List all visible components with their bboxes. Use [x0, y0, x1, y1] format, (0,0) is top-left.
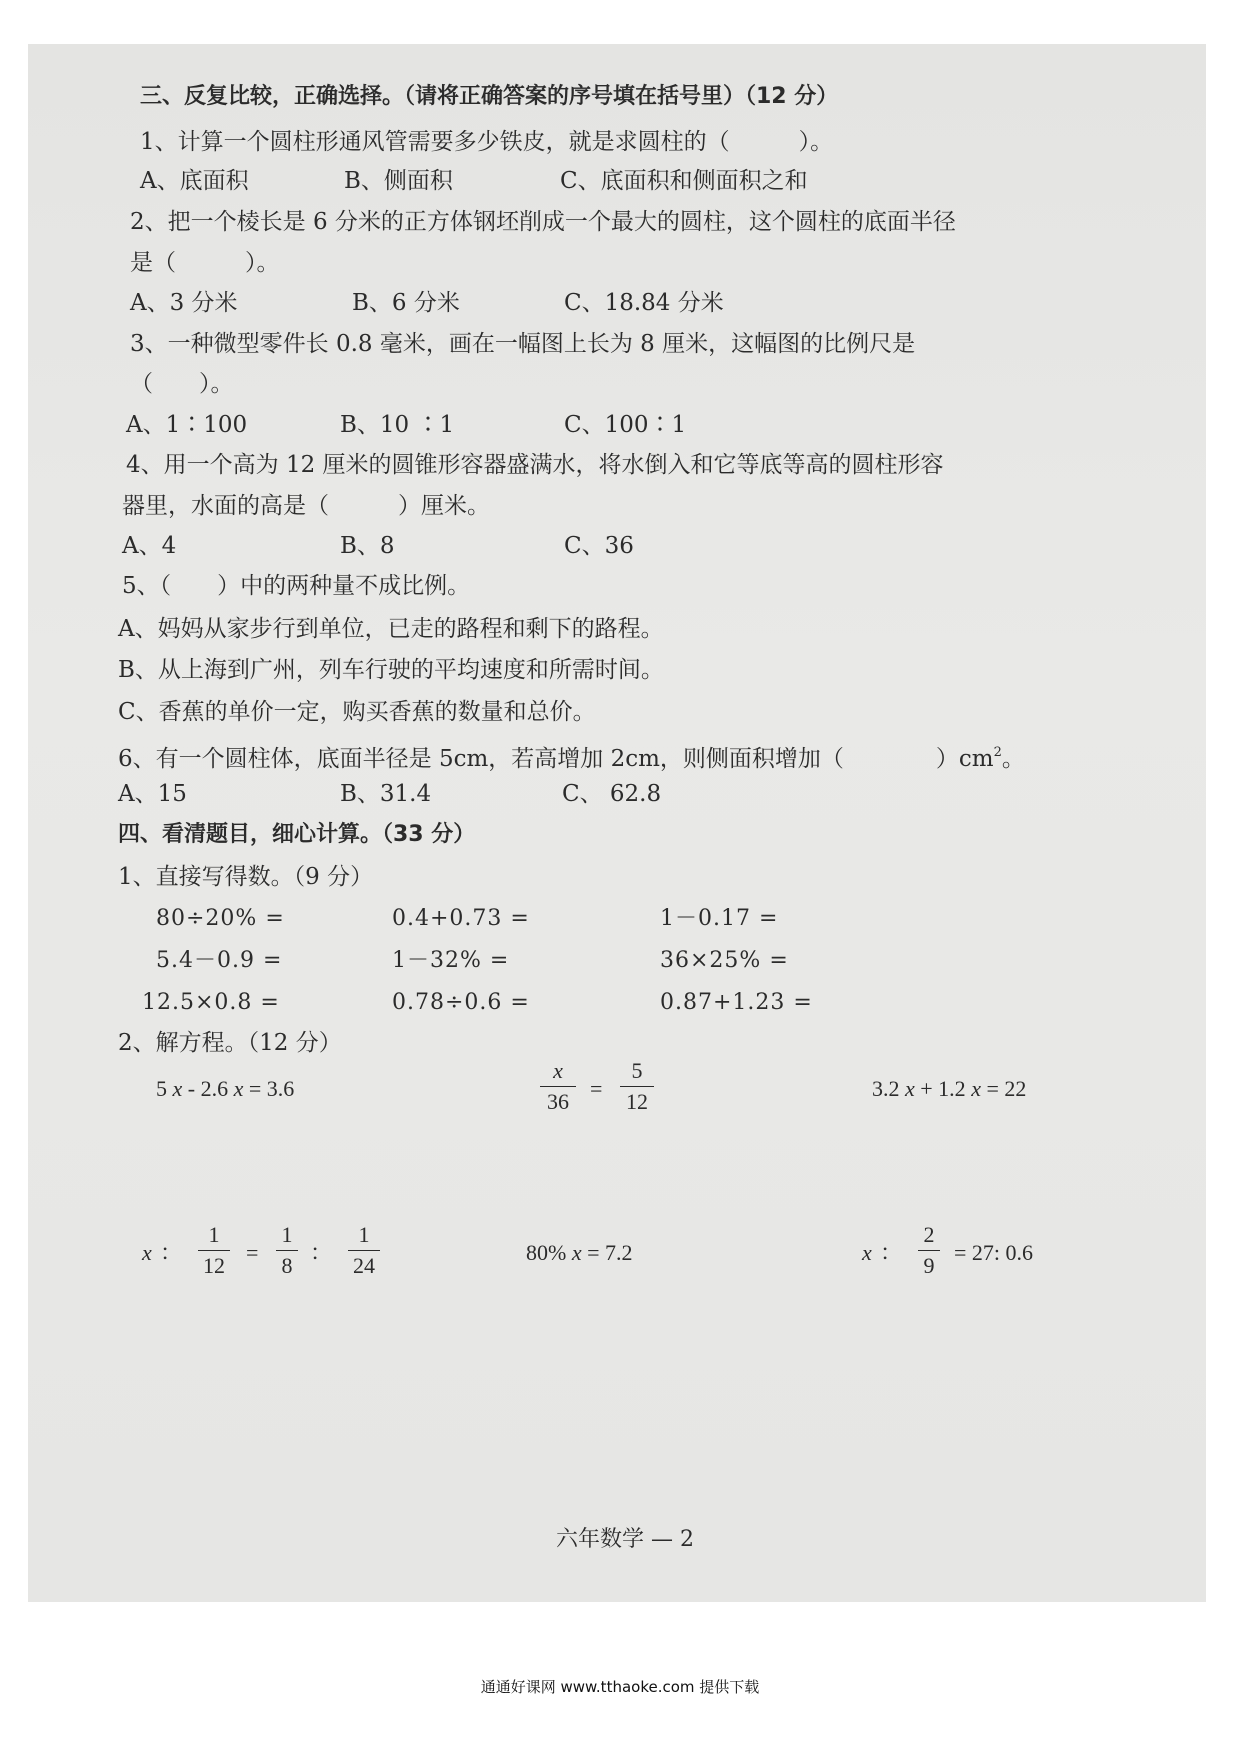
- q1-option-c: C、底面积和侧面积之和: [560, 168, 808, 194]
- q5-option-c: C、香蕉的单价一定，购买香蕉的数量和总价。: [118, 699, 596, 725]
- q4-option-c: C、36: [564, 533, 634, 559]
- eq4-colon-2: ：: [310, 1240, 333, 1265]
- q4-option-b: B、8: [340, 533, 395, 559]
- q2-option-a: A、3 分米: [130, 290, 238, 316]
- eq6-denominator: 9: [923, 1253, 935, 1278]
- equation-5: [526, 1238, 633, 1268]
- q3-text-line2: （ ）。: [130, 371, 234, 397]
- eq1-coef-a: 5: [156, 1076, 167, 1101]
- calc-item: 1－32% =: [392, 948, 510, 973]
- calc-item: 0.78÷0.6 =: [392, 990, 530, 1015]
- calc-item: 5.4－0.9 =: [156, 948, 283, 973]
- calc-item: 1－0.17 =: [660, 906, 779, 931]
- eq4-f1-denominator: 12: [203, 1253, 225, 1278]
- eq6-fraction: [918, 1222, 940, 1279]
- eq4-var: [142, 1238, 152, 1268]
- page-footer: 六年数学 — 2: [556, 1527, 694, 1552]
- q2-text-line2: 是（ ）。: [130, 250, 280, 276]
- part2-title: 2、解方程。（12 分）: [118, 1030, 342, 1056]
- eq3-term-b: + 1.2: [920, 1076, 966, 1101]
- q3-option-a: A、1∶100: [126, 412, 248, 438]
- eq3-rhs: = 22: [986, 1076, 1027, 1101]
- calc-item: 36×25% =: [660, 948, 789, 973]
- q1-option-a: A、底面积: [140, 168, 249, 194]
- q5-text: 5、（ ）中的两种量不成比例。: [122, 573, 471, 599]
- eq2-fraction-left: [540, 1058, 576, 1115]
- eq4-f2-denominator: 8: [281, 1253, 293, 1278]
- eq4-f1-numerator: 1: [198, 1222, 230, 1251]
- eq1-var: x: [172, 1076, 183, 1101]
- eq4-fraction-3: [348, 1222, 380, 1279]
- calc-item: 0.4+0.73 =: [392, 906, 530, 931]
- eq6-colon: ：: [880, 1240, 903, 1265]
- q6-unit-superscript: 2: [993, 745, 1002, 760]
- q4-text-line1: 4、用一个高为 12 厘米的圆锥形容器盛满水，将水倒入和它等底等高的圆柱形容: [126, 452, 944, 478]
- eq6-rhs: = 27: 0.6: [954, 1240, 1034, 1265]
- q4-text-line2: 器里，水面的高是（ ）厘米。: [122, 493, 490, 519]
- eq2-numerator: x: [540, 1058, 576, 1087]
- q2-text-line1: 2、把一个棱长是 6 分米的正方体钢坯削成一个最大的圆柱，这个圆柱的底面半径: [130, 209, 956, 235]
- equation-1: [156, 1074, 294, 1104]
- eq4-f2-numerator: 1: [276, 1222, 298, 1251]
- eq5-var: x: [571, 1240, 582, 1265]
- eq4-equals: =: [246, 1240, 259, 1265]
- section-4-title: 四、看清题目，细心计算。（33 分）: [118, 822, 476, 847]
- q4-option-a: A、4: [122, 533, 177, 559]
- eq2-fraction-right: [620, 1058, 654, 1115]
- eq6-numerator: 2: [918, 1222, 940, 1251]
- eq3-coef-a: 3.2: [872, 1076, 900, 1101]
- eq4-var-x: x: [142, 1240, 152, 1265]
- q3-option-c: C、100∶1: [564, 412, 687, 438]
- calc-item: 80÷20% =: [156, 906, 285, 931]
- q6-text: [118, 738, 1025, 774]
- eq4-fraction-2: [276, 1222, 298, 1279]
- eq4-f3-denominator: 24: [353, 1253, 375, 1278]
- q1-option-b: B、侧面积: [344, 168, 453, 194]
- calc-item: 12.5×0.8 =: [142, 990, 280, 1015]
- q6-option-b: B、31.4: [340, 781, 432, 807]
- eq3-var-2: x: [971, 1076, 981, 1101]
- q6-option-a: A、15: [118, 781, 187, 807]
- eq4-f3-numerator: 1: [348, 1222, 380, 1251]
- eq5-coef: 80%: [526, 1240, 567, 1265]
- q6-text-main: 6、有一个圆柱体，底面半径是 5cm，若高增加 2cm，则侧面积增加（ ）cm: [118, 746, 994, 772]
- part1-title: 1、直接写得数。（9 分）: [118, 864, 374, 890]
- eq2-equals: =: [590, 1076, 603, 1101]
- q6-option-c: C、 62.8: [562, 781, 662, 807]
- source-credit: 通通好课网 www.tthaoke.com 提供下载: [480, 1678, 760, 1696]
- eq4-colon: ：: [160, 1240, 183, 1265]
- eq3-var: x: [905, 1076, 915, 1101]
- q5-option-a: A、妈妈从家步行到单位，已走的路程和剩下的路程。: [118, 616, 664, 642]
- eq2-denominator-2: 12: [626, 1089, 648, 1114]
- eq5-rhs: = 7.2: [587, 1240, 633, 1265]
- q3-text-line1: 3、一种微型零件长 0.8 毫米，画在一幅图上长为 8 厘米，这幅图的比例尺是: [130, 331, 916, 357]
- eq1-var-2: x: [233, 1076, 244, 1101]
- q2-option-c: C、18.84 分米: [564, 290, 724, 316]
- eq6-var-x: x: [862, 1240, 872, 1265]
- eq1-term-b: - 2.6: [187, 1076, 229, 1101]
- eq1-rhs: = 3.6: [248, 1076, 295, 1101]
- calc-item: 0.87+1.23 =: [660, 990, 813, 1015]
- section-3-title: 三、反复比较，正确选择。（请将正确答案的序号填在括号里）（12 分）: [140, 84, 839, 109]
- equation-3: [872, 1074, 1026, 1104]
- q1-text: 1、计算一个圆柱形通风管需要多少铁皮，就是求圆柱的（ ）。: [140, 129, 834, 155]
- eq6-var: [862, 1238, 872, 1268]
- eq2-denominator: 36: [547, 1089, 569, 1114]
- q5-option-b: B、从上海到广州，列车行驶的平均速度和所需时间。: [118, 657, 664, 683]
- q6-text-end: 。: [1001, 746, 1025, 772]
- eq2-numerator-2: 5: [620, 1058, 654, 1087]
- q2-option-b: B、6 分米: [352, 290, 460, 316]
- eq4-fraction-1: [198, 1222, 230, 1279]
- q3-option-b: B、10 ∶1: [340, 412, 455, 438]
